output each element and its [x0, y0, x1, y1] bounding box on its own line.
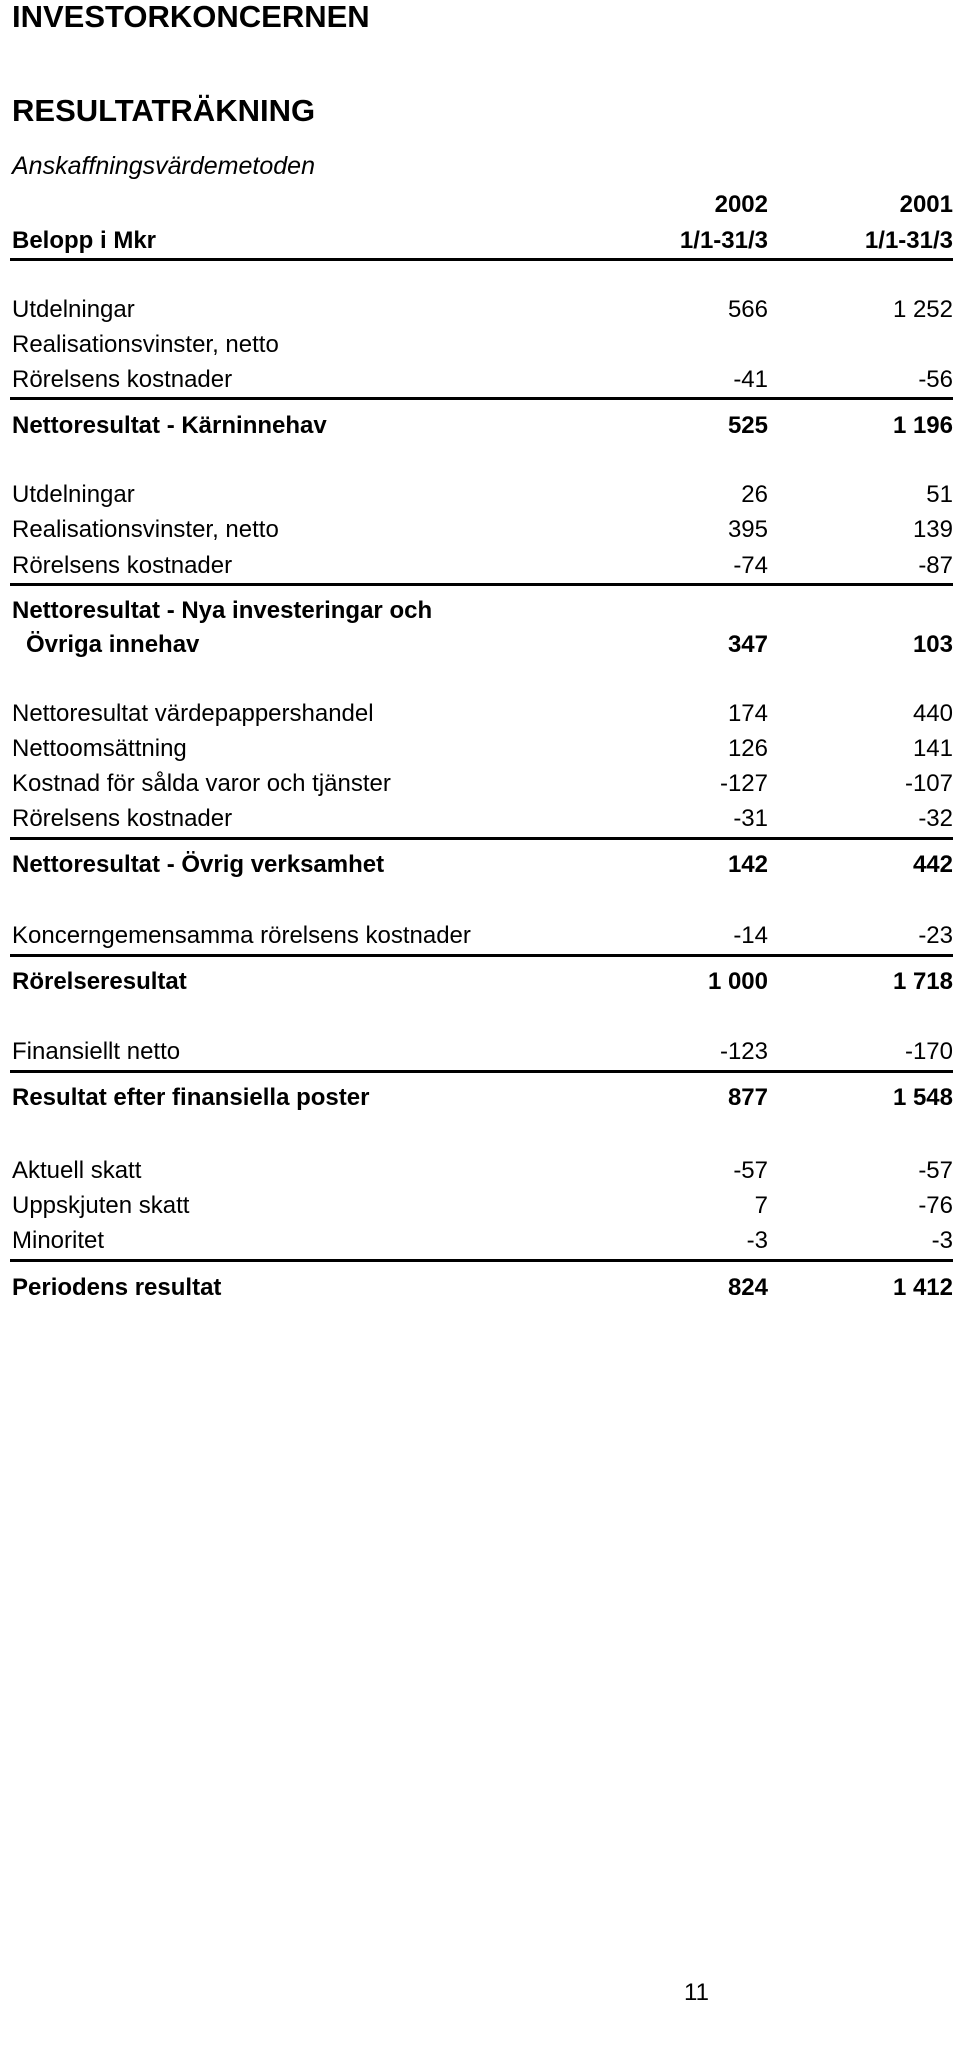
- row-label: Rörelsens kostnader: [12, 805, 233, 832]
- table-row: [12, 294, 953, 326]
- value-2002: 824: [727, 1274, 768, 1301]
- accounting-method: Anskaffningsvärdemetoden: [12, 152, 315, 180]
- value-2002: 126: [727, 735, 768, 762]
- value-2001: 51: [926, 481, 953, 508]
- value-2001: 103: [912, 631, 953, 658]
- row-label: Rörelsens kostnader: [12, 366, 233, 393]
- table-row: [12, 803, 953, 835]
- subtotal-rule: [10, 1070, 953, 1073]
- row-label: Nettoresultat värdepappershandel: [12, 700, 374, 727]
- subtotal-row: [12, 595, 953, 658]
- value-2001: -32: [918, 805, 953, 832]
- column-period-2001: 1/1-31/3: [864, 227, 953, 254]
- value-2002: 26: [741, 481, 768, 508]
- statement-title: RESULTATRÄKNING: [12, 93, 316, 128]
- row-label: Nettoresultat - Övrig verksamhet: [12, 851, 385, 878]
- value-2002: -14: [733, 922, 768, 949]
- header-rule: [10, 258, 953, 261]
- subtotal-rule: [10, 397, 953, 400]
- value-2001: 1 412: [892, 1274, 953, 1301]
- table-row: [12, 1190, 953, 1222]
- value-2002: -31: [733, 805, 768, 832]
- value-2001: -56: [918, 366, 953, 393]
- value-2001: 1 196: [892, 412, 953, 439]
- subtotal-rule: [10, 1259, 953, 1262]
- table-row: [12, 733, 953, 765]
- value-2002: -3: [746, 1227, 768, 1254]
- row-label: Nettoresultat - Kärninnehav: [12, 412, 327, 439]
- row-label-continued: Övriga innehav: [26, 631, 200, 658]
- value-2002: 347: [727, 631, 768, 658]
- row-label: Realisationsvinster, netto: [12, 516, 279, 543]
- table-row: [12, 698, 953, 730]
- row-label: Rörelsens kostnader: [12, 552, 233, 579]
- subtotal-rule: [10, 954, 953, 957]
- table-row: [12, 550, 953, 582]
- value-2001: 141: [912, 735, 953, 762]
- value-2002: -74: [733, 552, 768, 579]
- row-label: Resultat efter finansiella poster: [12, 1084, 370, 1111]
- table-row: [12, 1036, 953, 1068]
- value-2002: -57: [733, 1157, 768, 1184]
- value-2002: -127: [719, 770, 768, 797]
- amount-unit-label: Belopp i Mkr: [12, 227, 157, 254]
- value-2002: -41: [733, 366, 768, 393]
- table-row: [12, 1155, 953, 1187]
- value-2001: -23: [918, 922, 953, 949]
- value-2001: 1 252: [892, 296, 953, 323]
- row-label: Nettoomsättning: [12, 735, 187, 762]
- row-label: Rörelseresultat: [12, 968, 187, 995]
- row-label: Aktuell skatt: [12, 1157, 142, 1184]
- subtotal-row: [12, 966, 953, 998]
- value-2001: -87: [918, 552, 953, 579]
- value-2001: -170: [904, 1038, 953, 1065]
- value-2001: 1 548: [892, 1084, 953, 1111]
- value-2002: 174: [727, 700, 768, 727]
- subtotal-rule: [10, 837, 953, 840]
- subtotal-row: [12, 849, 953, 881]
- value-2002: -123: [719, 1038, 768, 1065]
- value-2002: 877: [727, 1084, 768, 1111]
- value-2002: 142: [727, 851, 768, 878]
- subtotal-rule: [10, 583, 953, 586]
- subtotal-row: [12, 410, 953, 442]
- table-row: [12, 514, 953, 546]
- value-2002: 525: [727, 412, 768, 439]
- row-label: Finansiellt netto: [12, 1038, 181, 1065]
- value-2001: 1 718: [892, 968, 953, 995]
- row-label: Kostnad för sålda varor och tjänster: [12, 770, 391, 797]
- value-2001: -107: [904, 770, 953, 797]
- row-label: Utdelningar: [12, 296, 135, 323]
- value-2001: 440: [912, 700, 953, 727]
- value-2002: 566: [727, 296, 768, 323]
- value-2002: 395: [727, 516, 768, 543]
- table-row: [12, 768, 953, 800]
- column-year-2001: 2001: [899, 191, 953, 218]
- table-row: [12, 1225, 953, 1257]
- value-2001: -3: [931, 1227, 953, 1254]
- value-2002: 7: [754, 1192, 768, 1219]
- value-2001: 139: [912, 516, 953, 543]
- page-number: 11: [684, 1979, 709, 2006]
- table-row: [12, 920, 953, 952]
- column-period-2002: 1/1-31/3: [679, 227, 768, 254]
- value-2001: 442: [912, 851, 953, 878]
- document-title: INVESTORKONCERNEN: [12, 0, 370, 34]
- value-2001: -76: [918, 1192, 953, 1219]
- table-row: [12, 479, 953, 511]
- row-label: Minoritet: [12, 1227, 105, 1254]
- column-year-2002: 2002: [714, 191, 768, 218]
- value-2001: -57: [918, 1157, 953, 1184]
- row-label: Nettoresultat - Nya investeringar och: [12, 597, 433, 624]
- value-2002: 1 000: [707, 968, 768, 995]
- row-label: Utdelningar: [12, 481, 135, 508]
- table-row: [12, 364, 953, 396]
- subtotal-row: [12, 1082, 953, 1114]
- row-label: Realisationsvinster, netto: [12, 331, 279, 358]
- total-row: [12, 1272, 953, 1304]
- row-label: Uppskjuten skatt: [12, 1192, 190, 1219]
- row-label: Koncerngemensamma rörelsens kostnader: [12, 922, 471, 949]
- table-row: [12, 329, 953, 361]
- row-label: Periodens resultat: [12, 1274, 222, 1301]
